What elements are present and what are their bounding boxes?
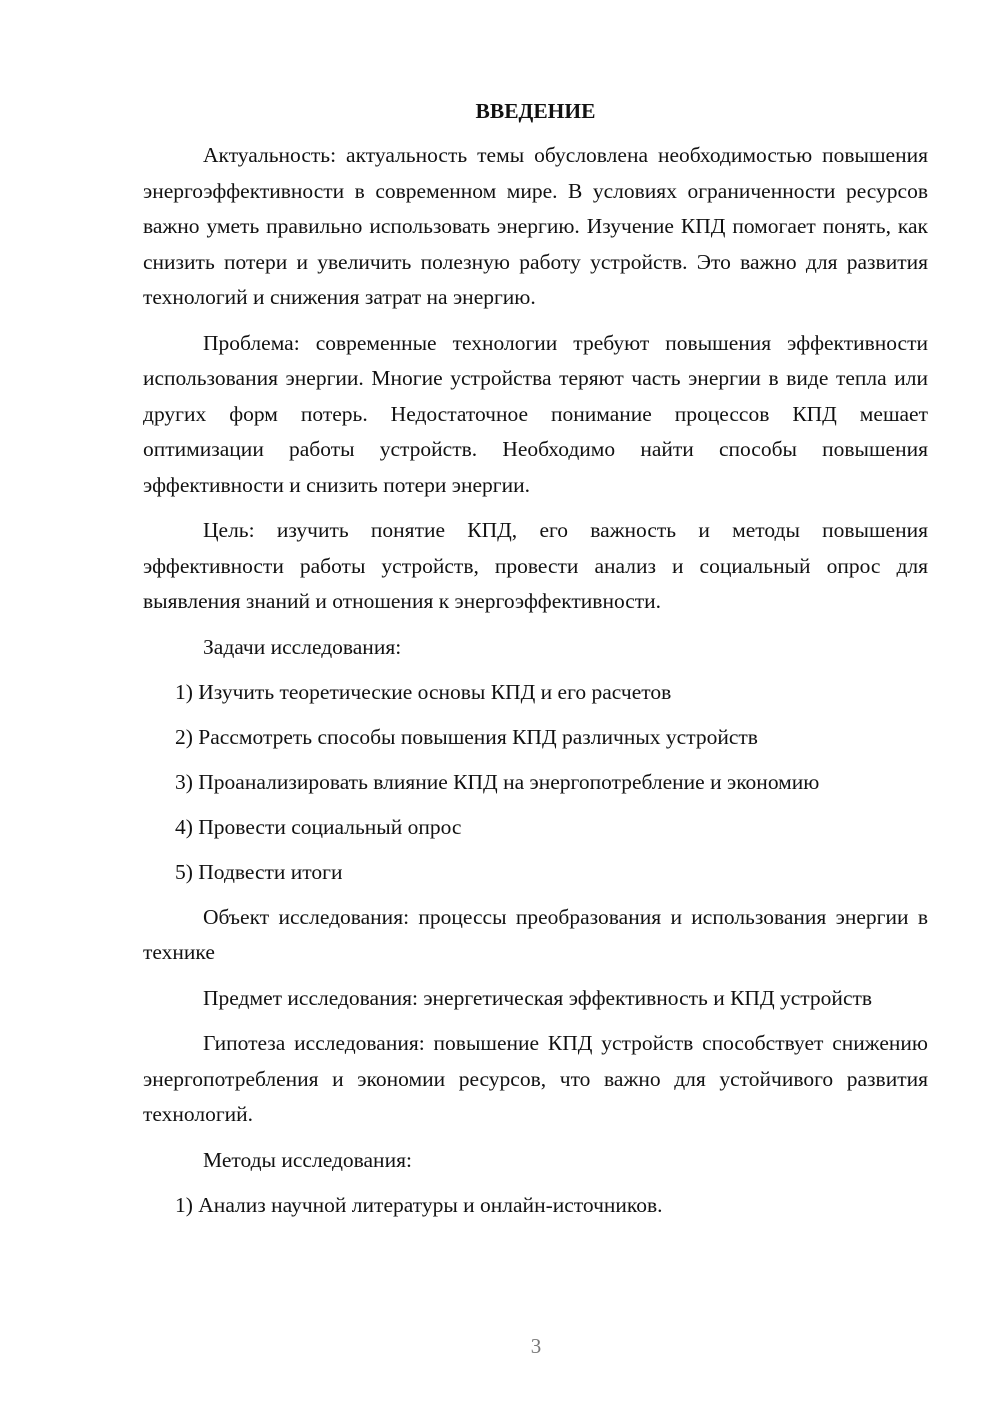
page-number: 3 <box>530 1334 542 1358</box>
tasks-heading: Задачи исследования: <box>203 634 402 659</box>
list-item: 2) Рассмотреть способы повышения КПД различных устройств <box>175 724 758 749</box>
object-paragraph: Объект исследования: процессы преобразования и использования энергии в технике <box>143 904 928 964</box>
methods-list <box>143 1188 928 1224</box>
relevance-paragraph: Актуальность: актуальность темы обусловлена необходимостью повышения энергоэффективности в современном мире. В условиях ограниченности ресурсов важно уметь правильно использовать энергию. Изучение КПД помогает понять, как снизить потери и увеличить полезную работу устройств. Это важно для развития технологий и снижения затрат на энергию. <box>143 143 928 309</box>
problem-paragraph: Проблема: современные технологии требуют повышения эффективности использования энергии. Многие устройства теряют часть энергии в виде тепла или других форм потерь. Недостаточное понимание процессов КПД мешает оптимизации работы устройств. Необходимо найти способы повышения эффективности и снизить потери энергии. <box>143 330 928 497</box>
methods-heading: Методы исследования: <box>203 1147 412 1172</box>
subject-paragraph: Предмет исследования: энергетическая эффективность и КПД устройств <box>203 985 873 1010</box>
document-page <box>143 96 928 1233</box>
goal-paragraph: Цель: изучить понятие КПД, его важность и методы повышения эффективности работы устройств, провести анализ и социальный опрос для выявления знаний и отношения к энергоэффективности. <box>143 518 928 613</box>
list-item: 3) Проанализировать влияние КПД на энергопотребление и экономию <box>175 769 820 794</box>
list-item: 1) Изучить теоретические основы КПД и его расчетов <box>175 679 672 704</box>
list-item: 1) Анализ научной литературы и онлайн-источников. <box>175 1192 663 1217</box>
page-title: ВВЕДЕНИЕ <box>475 99 596 123</box>
tasks-list <box>143 675 928 891</box>
list-item: 4) Провести социальный опрос <box>175 814 462 839</box>
list-item: 5) Подвести итоги <box>175 859 343 884</box>
hypothesis-paragraph: Гипотеза исследования: повышение КПД устройств способствует снижению энергопотребления и экономии ресурсов, что важно для устойчивого развития технологий. <box>143 1031 928 1126</box>
